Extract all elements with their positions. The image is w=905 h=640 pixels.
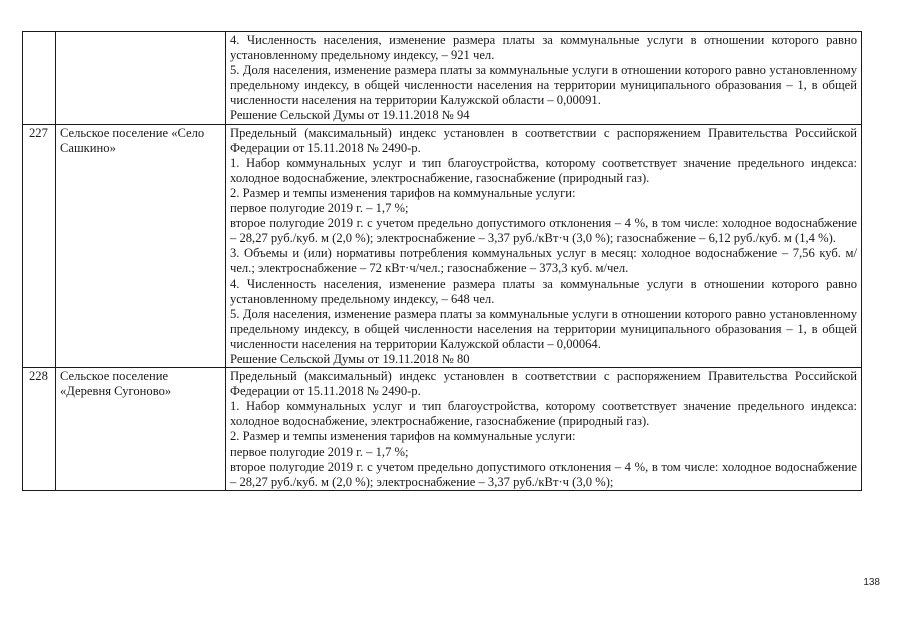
paragraph: первое полугодие 2019 г. – 1,7 %;: [230, 444, 409, 459]
municipality-name: Сельское поселение «Деревня Сугоново»: [56, 368, 226, 491]
decision-reference: Решение Сельской Думы от 19.11.2018 № 94: [230, 108, 470, 123]
paragraph: 5. Доля населения, изменение размера платы за коммунальные услуги в отношении которого равно установленному предельному индексу, в общей численности населения на территории муниципального образования – 1, в общей численности населения на территории Калужской области – 0,00091.: [230, 63, 857, 108]
paragraph: второе полугодие 2019 г. с учетом предельно допустимого отклонения – 4 %, в том числе: холодное водоснабжение – 28,27 руб./куб. м (2,0 %); электроснабжение – 3,37 руб./кВт·ч (3,0 %);: [230, 459, 857, 489]
row-number: 228: [23, 368, 56, 491]
table-row-228: [23, 368, 862, 491]
paragraph: 5. Доля населения, изменение размера платы за коммунальные услуги в отношении которого равно установленному предельному индексу, в общей численности населения на территории муниципального образования – 1, в общей численности населения на территории Калужской области – 0,00064.: [230, 306, 857, 351]
paragraph: первое полугодие 2019 г. – 1,7 %;: [230, 201, 409, 216]
page-number: 138: [863, 577, 880, 588]
paragraph: 1. Набор коммунальных услуг и тип благоустройства, которому соответствует значение предельного индекса: холодное водоснабжение, электроснабжение, газоснабжение (природный газ).: [230, 399, 857, 429]
table-row-continuation: [23, 32, 862, 125]
paragraph: Предельный (максимальный) индекс установлен в соответствии с распоряжением Правительства Российской Федерации от 15.11.2018 № 2490-р.: [230, 369, 857, 399]
row-number: [23, 32, 56, 125]
decision-reference: Решение Сельской Думы от 19.11.2018 № 80: [230, 351, 470, 366]
paragraph: второе полугодие 2019 г. с учетом предельно допустимого отклонения – 4 %, в том числе: холодное водоснабжение – 28,27 руб./куб. м (2,0 %); электроснабжение – 3,37 руб./кВт·ч (3,0 %); газоснабжение – 6,12 руб./куб. м (1,4 %).: [230, 216, 857, 246]
index-details: [226, 368, 862, 491]
paragraph: 2. Размер и темпы изменения тарифов на коммунальные услуги:: [230, 185, 576, 200]
index-details: [226, 32, 862, 125]
index-details: [226, 124, 862, 368]
table-row-227: [23, 124, 862, 368]
paragraph: Предельный (максимальный) индекс установлен в соответствии с распоряжением Правительства Российской Федерации от 15.11.2018 № 2490-р.: [230, 125, 857, 155]
row-number: 227: [23, 124, 56, 368]
paragraph: 1. Набор коммунальных услуг и тип благоустройства, которому соответствует значение предельного индекса: холодное водоснабжение, электроснабжение, газоснабжение (природный газ).: [230, 155, 857, 185]
paragraph: 4. Численность населения, изменение размера платы за коммунальные услуги в отношении которого равно установленному предельному индексу, – 648 чел.: [230, 276, 857, 306]
paragraph: 4. Численность населения, изменение размера платы за коммунальные услуги в отношении которого равно установленному предельному индексу, – 921 чел.: [230, 33, 857, 63]
paragraph: 2. Размер и темпы изменения тарифов на коммунальные услуги:: [230, 429, 576, 444]
tariff-index-table: [22, 31, 862, 491]
municipality-name: [56, 32, 226, 125]
paragraph: 3. Объемы и (или) нормативы потребления коммунальных услуг в месяц: холодное водоснабжение – 7,56 куб. м/чел.; электроснабжение – 72 кВт·ч/чел.; газоснабжение – 373,3 куб. м/чел.: [230, 246, 857, 276]
municipality-name: Сельское поселение «Село Сашкино»: [56, 124, 226, 368]
table-body: [23, 32, 862, 491]
